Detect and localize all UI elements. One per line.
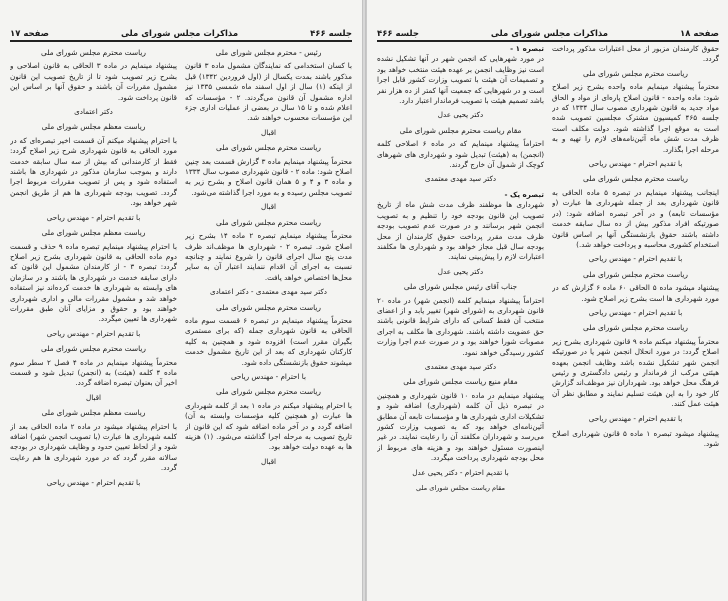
left-page-session: جلسه ۴۶۶ (310, 29, 352, 39)
text-paragraph: با احترام پیشنهاد میشود در ماده ۲ ماده الحاقی بعد از کلمه شهرداری ها عبارت (با تصویب انجمن شهر) اضافه شود و از لحاظ تعیین حدود و وظایف شهرداری در بودجه سالانه مقرر گردد که در مورد شهرداری ها هم رعایت گردد. (10, 421, 177, 473)
signature-line: با تقدیم احترام - مهندس ریاحی (588, 307, 683, 317)
right-page-left-column-body (377, 44, 544, 478)
text-paragraph: احتراماً پیشنهاد مینمایم کلمه (انجمن شهر) در ماده ۲۰ قانون شهرداری به (شورای شهر) تغییر یابد و از اعضای منتخب آن فقط کسانی که دارای شرایط قانونی باشند حق عضویت داشته باشند. شهرداری ها مکلف به اجرای مصوبات شورا خواهند بود و در صورت عدم اجرا وزارت کشور رسیدگی خواهد نمود. (377, 295, 544, 357)
signature-line: با تقدیم احترام - مهندس ریاحی (46, 477, 141, 487)
section-heading: مقام منیع ریاست مجلس شورای ملی (403, 377, 518, 387)
signature-line: دکتر یحیی عدل (437, 266, 484, 276)
signature-line: دکتر اعتمادی (74, 107, 113, 117)
section-heading: مقام ریاست محترم مجلس شورای ملی (399, 125, 522, 135)
text-paragraph: پیشنهاد مینمایم در ماده ۳ الحاقی به قانون اصلاحی و بشرح زیر تصویب شود تا از تاریخ تصویب این قانون مشمول مقررات آن باشند و حقوق آنها بر اساس این قانون پرداخت شود. (10, 61, 177, 102)
section-heading: ریاست معظم مجلس شورای ملی (41, 228, 146, 238)
left-page-header (10, 24, 352, 42)
section-heading: جناب آقای رئیس مجلس شورای ملی (403, 282, 518, 292)
right-page-left-column (377, 44, 544, 593)
clause-lead: تبصره ۱ - (510, 44, 544, 53)
section-heading: ریاست محترم مجلس شورای ملی (216, 143, 321, 153)
signature-line: اقبال (260, 127, 276, 137)
section-heading: ریاست محترم مجلس شورای ملی (41, 48, 146, 57)
section-heading: ریاست محترم مجلس شورای ملی (583, 269, 688, 279)
text-paragraph: پیشنهاد مینمایم در ماده ۱۰ قانون شهرداری و همچنین در تبصره ذیل آن کلمه (شهرداری) اضافه شود و تشکیلات اداری شهرداری ها و مؤسسات تابعه آن مطابق آئین‌نامه‌ای خواهد بود که به تصویب وزارت کشور می‌رسد و شهرداران مکلفند آن را رعایت نمایند. در غیر اینصورت مسئول خواهند بود و هزینه های مربوط از محل بودجه شهرداری پرداخت میگردد. (377, 390, 544, 463)
text-paragraph: محترماً پیشنهاد مینمایم در ماده ۴ فصل ۲ سطر سوم ماده ۴ کلمه (هیئت) به (انجمن) تبدیل شود و قسمت اخیر آن بعنوان تبصره اضافه گردد. (10, 357, 177, 388)
text-paragraph: محترماً پیشنهاد مینمایم تبصره ۲ ماده ۱۴ بشرح زیر اصلاح شود. تبصره ۲ - شهرداری ها موظف‌اند ظرف مدت پنج سال اجرای قانون را شروع نمایند و چنانچه نسبت به اجرای آن اقدام ننمایند اعتبار آن به سایر محل‌ها اختصاص خواهد یافت. (185, 231, 352, 282)
text-paragraph: با احترام پیشنهاد مینمایم تبصره ماده ۹ حذف و قسمت دوم ماده الحاقی به قانون شهرداری بشرح زیر اصلاح گردد: تبصره ۳ - از کارمندان مشمول این قانون که دارای سابقه خدمت در شهرداری ها باشند و در سازمان های وابسته به شهرداری ها خدمت کرده‌اند نیز استفاده خواهد شد و مشمول مقررات مالی و اداری شهرداری خواهند بود و حقوق و مزایای آنان طبق مقررات شهرداری ها تعیین میگردد. (10, 241, 177, 324)
text-paragraph: در مورد شهرهایی که انجمن شهر در آنها تشکیل نشده است نیز وظایف انجمن بر عهده هیئت منتخب خواهد بود و تصمیمات آن هیئت با تصویب وزارت کشور قابل اجرا است و در شهرهایی که جمعیت آنها کمتر از ده هزار نفر باشد تصمیم هیئت با تصویب فرماندار اعتبار دارد. (377, 54, 544, 106)
signature-line: دکتر سید مهدی معتمدی - دکتر اعتمادی (209, 287, 327, 297)
signature-line: با تقدیم احترام - دکتر یحیی عدل (412, 467, 509, 477)
section-heading: ریاست محترم مجلس شورای ملی (583, 323, 688, 333)
signature-line: دکتر سید مهدی معتمدی (424, 361, 497, 371)
text-paragraph: محترماً پیشنهاد مینمایم ماده واحده بشرح زیر اصلاح شود: ماده واحده - قانون اصلاح پاره‌ای از مواد و الحاق مواد جدید به قانون شهرداری مصوب سال ۱۳۳۴ که در جلسه ۴۶۵ کمیسیون مشترک مجلسین تصویب شده است به موقع اجرا گذاشته شود. دولت مکلف است ظرف مدت شش ماه آئین‌نامه‌های لازم را تهیه و به مرحله اجرا بگذارد. (552, 82, 719, 154)
left-page-right-column (185, 44, 352, 593)
text-paragraph: محترماً پیشنهاد میکنم ماده ۹ قانون شهرداری بشرح زیر اصلاح گردد: در مورد انحلال انجمن شهر یا در صورتیکه انجمن شهر تشکیل نشده باشد وظایف انجمن بعهده هیئتی مرکب از فرماندار و رئیس دادگستری و رئیس فرهنگ محل خواهد بود. شهرداران نیز موظف‌اند گزارش کار خود را به این هیئت تسلیم نمایند و مطابق نظر آن هیئت عمل کنند. (552, 336, 719, 409)
left-page-left-column (10, 44, 177, 593)
clause-lead: تبصره یک - (504, 189, 544, 199)
section-heading: ریاست معظم مجلس شورای ملی (41, 122, 146, 132)
right-page-number: صفحه ۱۸ (680, 29, 719, 39)
text-paragraph: حقوق کارمندان مزبور از محل اعتبارات مذکور پرداخت گردد. (552, 44, 719, 64)
right-page-title: مذاکرات مجلس شورای ملی (490, 29, 609, 39)
signature-line: اقبال (85, 392, 101, 402)
text-paragraph: شهرداری ها موظفند ظرف مدت شش ماه از تاریخ تصویب این قانون بودجه خود را تنظیم و به تصویب انجمن شهر برسانند و در صورت عدم تصویب بودجه ظرف مدت مقرر پرداخت حقوق کارمندان از محل بودجه سال قبل مجاز خواهد بود و شهرداری ها مکلفند اعتبارات لازم را پیش‌بینی نمایند. (377, 200, 544, 262)
section-heading: ریاست محترم مجلس شورای ملی (583, 174, 688, 184)
text-paragraph: با کسان استخدامی که نمایندگان مشمول ماده ۳ قانون مذکور باشند بمدت یکسال از (اول فروردین ۱۳۴۲) قبل از اینکه (۱) سال از اول اسفند ماه شمسی ۱۳۳۵ نیز اداره مشمول آن قانون می‌گردند. ۲ - مؤسسات که اعلام شده و تا ۱۵ سال در بعضی از عملیات اداری جزء این مؤسسات محسوب خواهند شد. (185, 61, 352, 123)
text-paragraph: با احترام پیشنهاد میکنم در ماده ۱ بعد از کلمه شهرداری ها عبارت (و همچنین کلیه مؤسسات وابسته به آن) اضافه گردد و در آخر ماده اضافه شود که این قانون از تاریخ تصویب به مرحله اجرا گذاشته می‌شود. (۱) هزینه ها به عهده دولت خواهد بود. (185, 400, 352, 452)
right-page-columns (377, 44, 719, 593)
text-paragraph: با احترام پیشنهاد میکنم آن قسمت اخیر تبصره‌ای که در مورد الحاقی به قانون شهرداری شرح زیر اصلاح گردد: فقط از کارمندانی که بیش از سه سال سابقه خدمت دارند و بموجب سازمان مذکور در شهرداری ها باشند استفاده شود و پس از تصویب مقررات مربوط اجرا گردد. تصویب بودجه شهرداری ها هم از طریق انجمن شهر خواهد بود. (10, 135, 177, 208)
left-page-number: صفحه ۱۷ (10, 29, 49, 39)
signature-line: با تقدیم احترام - مهندس ریاحی (588, 254, 683, 264)
right-page-right-column (552, 44, 719, 593)
right-page-header (377, 24, 719, 42)
text-paragraph: محترماً پیشنهاد مینمایم ماده ۳ گزارش قسمت بعد چنین اصلاح شود: ماده ۲ - قانون شهرداری مصوب سال ۱۳۳۴ و ماده ۳ و ۴ و ۵ همان قانون اصلاح و بشرح زیر به تصویب مجلس رسیده و به مورد اجرا گذاشته می‌شود. (185, 156, 352, 197)
signature-line: با تقدیم احترام - مهندس ریاحی (588, 413, 683, 423)
text-paragraph: اینجانب پیشنهاد مینمایم در تبصره ۵ ماده الحاقی به قانون شهرداری بعد از جمله شهرداری ها عبارت (و مؤسسات تابعه) و در آخر تبصره اضافه شود: (در صورتیکه افراد مذکور بیش از ده سال سابقه خدمت داشته باشند حقوق بازنشستگی آنها بر اساس قانون استخدام کشوری محاسبه و پرداخت خواهد شد.) (552, 187, 719, 249)
text-paragraph: احتراماً پیشنهاد مینمایم که در ماده ۶ اصلاحی کلمه (انجمن) به (هیئت) تبدیل شود و شهرداری های شهرهای کوچک از شمول آن خارج گردند. (377, 139, 544, 170)
signature-line: با تقدیم احترام - مهندس ریاحی (46, 212, 141, 222)
left-page-columns (10, 44, 352, 593)
right-page-footer-note: مقام ریاست مجلس شورای ملی (415, 484, 506, 493)
text-paragraph: محترماً پیشنهاد مینمایم در تبصره ۶ قسمت سوم ماده الحاقی به قانون شهرداری جمله (که برای مستمری بگیران مقرر است) افزوده شود و همچنین به کلیه کارکنان شهرداری که بعد از این تاریخ مشمول خدمت میشوند حقوق بازنشستگی داده شود. (185, 315, 352, 367)
signature-line: دکتر یحیی عدل (437, 110, 484, 120)
signature-line: دکتر سید مهدی معتمدی (424, 174, 497, 184)
signature-line: با احترام - مهندس ریاحی (231, 371, 306, 381)
section-heading: ریاست معظم مجلس شورای ملی (41, 408, 146, 418)
right-page-session: جلسه ۴۶۶ (377, 29, 419, 39)
section-heading: ریاست محترم مجلس شورای ملی (583, 68, 688, 78)
section-heading: رئیس - محترم مجلس شورای ملی (215, 48, 322, 57)
section-heading: ریاست محترم مجلس شورای ملی (216, 387, 321, 397)
section-heading: ریاست محترم مجلس شورای ملی (216, 217, 321, 227)
section-heading: ریاست محترم مجلس شورای ملی (216, 302, 321, 312)
section-heading: ریاست محترم مجلس شورای ملی (41, 344, 146, 354)
text-paragraph: پیشنهاد میشود تبصره ۱ ماده ۵ قانون شهرداری اصلاح شود. (552, 429, 719, 449)
left-page-title: مذاکرات مجلس شورای ملی (120, 29, 239, 39)
signature-line: اقبال (260, 456, 276, 466)
signature-line: با تقدیم احترام - مهندس ریاحی (46, 328, 141, 338)
text-paragraph: پیشنهاد میشود ماده ۵ الحاقی ۶۰ ماده ۶ گزارش که در مورد شهرداری ها است بشرح زیر اصلاح شود. (552, 283, 719, 303)
signature-line: اقبال (260, 202, 276, 212)
right-page (366, 0, 728, 601)
left-page (0, 0, 363, 601)
signature-line: با تقدیم احترام - مهندس ریاحی (588, 159, 683, 169)
